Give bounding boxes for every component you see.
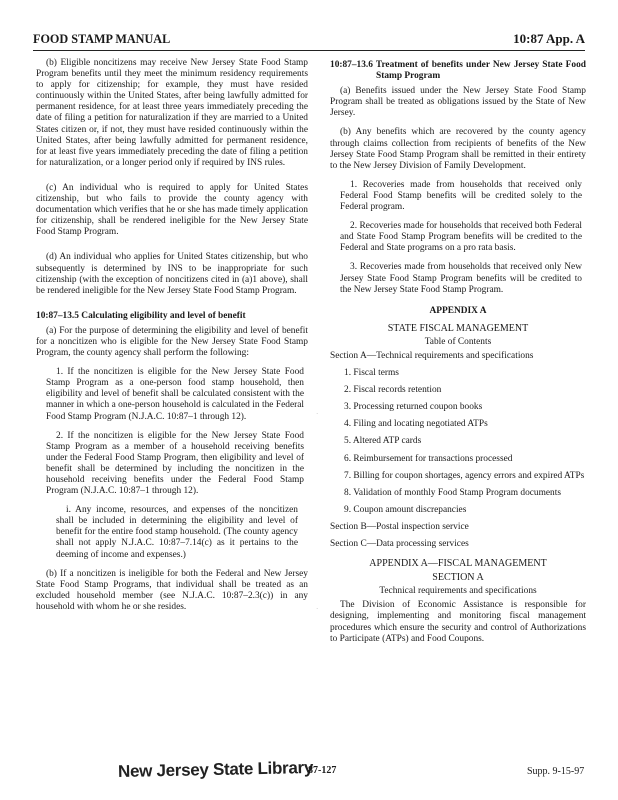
appendix-intro: The Division of Economic Assistance is responsible for designing, implementing and monitoring fiscal management procedures which ensure the security and control of Authorizations to Participate (ATPs) and Food Coupons. — [330, 600, 586, 644]
paragraph-c: (c) An individual who is required to apply for United States citizenship, but who fails to provide the county agency with documentation which verifies that he or she has made timely application for citizenship, shall be rendered ineligible for the New Jersey State Food Stamp Program. — [36, 182, 308, 238]
section-13-6-a: (a) Benefits issued under the New Jersey State Food Stamp Program shall be treated as obligations issued by the State of New Jersey. — [330, 86, 586, 119]
appendix-section-a-subtitle: Technical requirements and specifications — [379, 586, 537, 597]
toc-section-c: Section C—Data processing services — [330, 539, 469, 549]
paragraph-d: (d) An individual who applies for United States citizenship, but who subsequently is determined by INS to be inappropriate for such citizenship (with the exception of noncitizens cited in (a)1 above), shall be rendered ineligible for the New Jersey State Food Stamp Program. — [36, 252, 308, 296]
appendix-fm-title: APPENDIX A—FISCAL MANAGEMENT — [369, 558, 547, 570]
section-reference: 10:87 App. A — [513, 31, 585, 46]
toc-item: 3. Processing returned coupon books — [344, 402, 483, 413]
toc-section-a: Section A—Technical requirements and specifications — [330, 350, 534, 361]
appendix-section-a: SECTION A — [432, 572, 484, 584]
section-13-6-heading: 10:87–13.6 Treatment of benefits under New Jersey State Food Stamp Program — [330, 60, 586, 82]
section-13-5-b: (b) If a noncitizen is ineligible for both the Federal and New Jersey State Food Stamp Programs, that individual shall be treated as an excluded household member (see N.J.A.C. 10:87–2.3(c)) in any household with whom he or she resides. — [36, 568, 308, 612]
section-13-5-a2-i: i. Any income, resources, and expenses of the noncitizen shall be included in determining the eligibility and level of benefit for the entire food stamp household. (The county agency shall not apply N.J.A.C. 10:87–7.14(c) as it pertains to the deeming of income and expenses.) — [56, 505, 298, 560]
section-13-5-a2: 2. If the noncitizen is eligible for the New Jersey State Food Stamp Program as a member of a household receiving benefits under the Federal Food Stamp Program, then eligibility and level of benefit shall be determined by including the noncitizen in the household receiving benefits under the Federal Food Stamp Program (N.J.A.C. 10:87–1 through 12). — [46, 430, 304, 497]
section-13-6-b2: 2. Recoveries made for households that received both Federal and State Food Stamp Program benefits will be credited to the Federal and State programs on a pro rata basis. — [340, 221, 582, 254]
left-column — [36, 58, 308, 621]
supplement-date: Supp. 9-15-97 — [527, 766, 585, 777]
section-13-5-heading: 10:87–13.5 Calculating eligibility and level of benefit — [36, 310, 246, 321]
margin-scan-mark: · — [316, 410, 319, 418]
section-13-6-b: (b) Any benefits which are recovered by the county agency through claims collection from recipients of benefits of the New Jersey State Food Stamp Program shall be remitted in their entirety to the New Jersey Division of Family Development. — [330, 127, 586, 171]
right-column — [330, 58, 586, 653]
toc-section-b: Section B—Postal inspection service — [330, 521, 469, 532]
section-13-5-a1: 1. If the noncitizen is eligible for the New Jersey State Food Stamp Program as a one-person food stamp household, then eligibility and level of benefit shall be calculated consistent with the manner in which a one-person household is calculated in the Federal Food Stamp Program (N.J.A.C. 10:87–1 through 12). — [46, 367, 304, 422]
library-stamp: New Jersey State Library — [117, 757, 314, 782]
toc-item: 4. Filing and locating negotiated ATPs — [344, 419, 488, 430]
paragraph-b: (b) Eligible noncitizens may receive New Jersey State Food Stamp Program benefits until they meet the minimum residency requirements to apply for citizenship; for example, they must have resided continuously within the United States, after being lawfully admitted for permanent residence, for at least three years immediately preceding the date of filing a petition for naturalization if they are married to a United States citizen or, if not, they must have resided continuously within the United States, after being lawfully admitted for permanent residence, for at least five years immediately preceding the date of filing a petition for naturalization, or a longer period only if required by INS rules. — [36, 58, 308, 168]
toc-item: 8. Validation of monthly Food Stamp Program documents — [344, 487, 562, 498]
toc-item: 2. Fiscal records retention — [344, 385, 442, 396]
toc-item: 1. Fiscal terms — [344, 368, 399, 379]
section-13-5-a: (a) For the purpose of determining the eligibility and level of benefit for a noncitizen who is eligible for the New Jersey State Food Stamp Program, the county agency shall perform the following: — [36, 325, 308, 359]
section-13-6-b3: 3. Recoveries made from households that received only New Jersey State Food Stamp Program benefits will be credited to the New Jersey State Food Stamp Program. — [340, 262, 582, 295]
toc-item: 5. Altered ATP cards — [344, 436, 422, 447]
page-footer — [0, 757, 618, 784]
appendix-subtitle: STATE FISCAL MANAGEMENT — [387, 322, 529, 334]
margin-scan-mark: · — [316, 605, 319, 613]
toc-item: 9. Coupon amount discrepancies — [344, 504, 467, 515]
appendix-title: APPENDIX A — [429, 305, 487, 316]
toc-item: 6. Reimbursement for transactions processed — [344, 453, 513, 464]
page-header — [33, 30, 585, 51]
toc-item: 7. Billing for coupon shortages, agency errors and expired ATPs — [344, 470, 585, 481]
manual-title: FOOD STAMP MANUAL — [33, 32, 171, 46]
toc-title: Table of Contents — [424, 336, 492, 347]
toc-list — [330, 368, 586, 516]
page-number: 87-127 — [308, 765, 337, 776]
section-13-6-b1: 1. Recoveries made from households that received only Federal Food Stamp benefits will be credited solely to the Federal program. — [340, 179, 582, 213]
